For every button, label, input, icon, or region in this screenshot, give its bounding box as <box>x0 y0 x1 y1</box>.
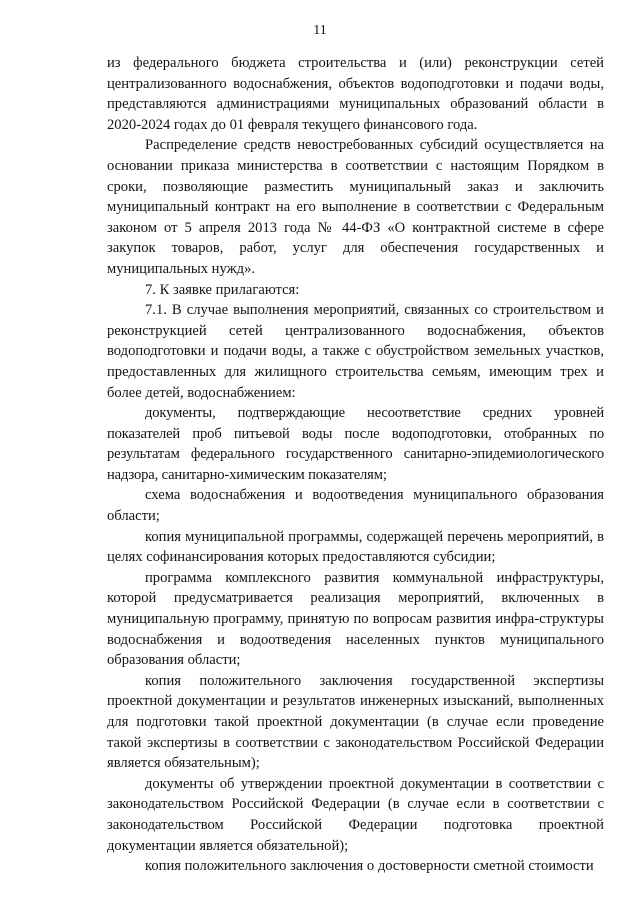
paragraph-subsidy-distribution: Распределение средств невостребованных субсидий осуществляется на основании приказа министерства в соответствии с настоящим Порядком в сроки, позволяющие разместить муниципальный заказ и заключить муниципальный контракт на его выполнение в соответствии с Федеральным законом от 5 апреля 2013 года № 44-ФЗ «О контрактной системе в сфере закупок товаров, работ, услуг для обеспечения государственных и муниципальных нужд». <box>107 137 604 277</box>
paragraph-estimate-conclusion: копия положительного заключения о достоверности сметной стоимости <box>145 858 594 875</box>
paragraph-water-scheme: схема водоснабжения и водоотведения муниципального образования области; <box>107 487 604 525</box>
page-number: 11 <box>313 23 327 38</box>
paragraph-water-quality-documents: документы, подтверждающие несоответствие средних уровней показателей проб питьевой воды после водоподготовки, отобранных по результатам федерального государственного санитарно-эпидемиологического надзора, санитарно-химическим показателям; <box>107 405 604 483</box>
paragraph-expertise-conclusion: копия положительного заключения государственной экспертизы проектной документации и результатов инженерных изысканий, выполненных для подготовки такой проектной документации (в случае если проведение такой экспертизы в соответствии с законодательством Российской Федерации является обязательным); <box>107 672 604 772</box>
paragraph-continuation: из федерального бюджета строительства и (или) реконструкции сетей централизованного водоснабжения, объектов водоподготовки и подачи воды, представляются администрациями муниципальных образований области в 2020-2024 годах до 01 февраля текущего финансового года. <box>107 55 604 133</box>
paragraph-design-approval: документы об утверждении проектной документации в соответствии с законодательством Российской Федерации (в случае если в соответствии с законодательством Российской Федерации подготовка проектной документации является обязательной); <box>107 775 604 854</box>
document-body <box>107 53 604 877</box>
paragraph-infrastructure-program: программа комплексного развития коммунальной инфраструктуры, которой предусматривается реализация мероприятий, включенных в муниципальную программу, принятую по вопросам развития инфра-структуры водоснабжения и водоотведения населенных пунктов муниципального образования области; <box>107 569 604 669</box>
paragraph-municipal-program: копия муниципальной программы, содержащей перечень мероприятий, в целях софинансирования которых предоставляются субсидии; <box>107 528 604 566</box>
paragraph-item-7-1: 7.1. В случае выполнения мероприятий, связанных со строительством и реконструкцией сетей централизованного водоснабжения, объектов водоподготовки и подачи воды, а также с обустройством земельных участков, предоставленных для жилищного строительства семьям, имеющим трех и более детей, водоснабжением: <box>107 302 604 401</box>
paragraph-item-7: 7. К заявке прилагаются: <box>145 281 300 298</box>
